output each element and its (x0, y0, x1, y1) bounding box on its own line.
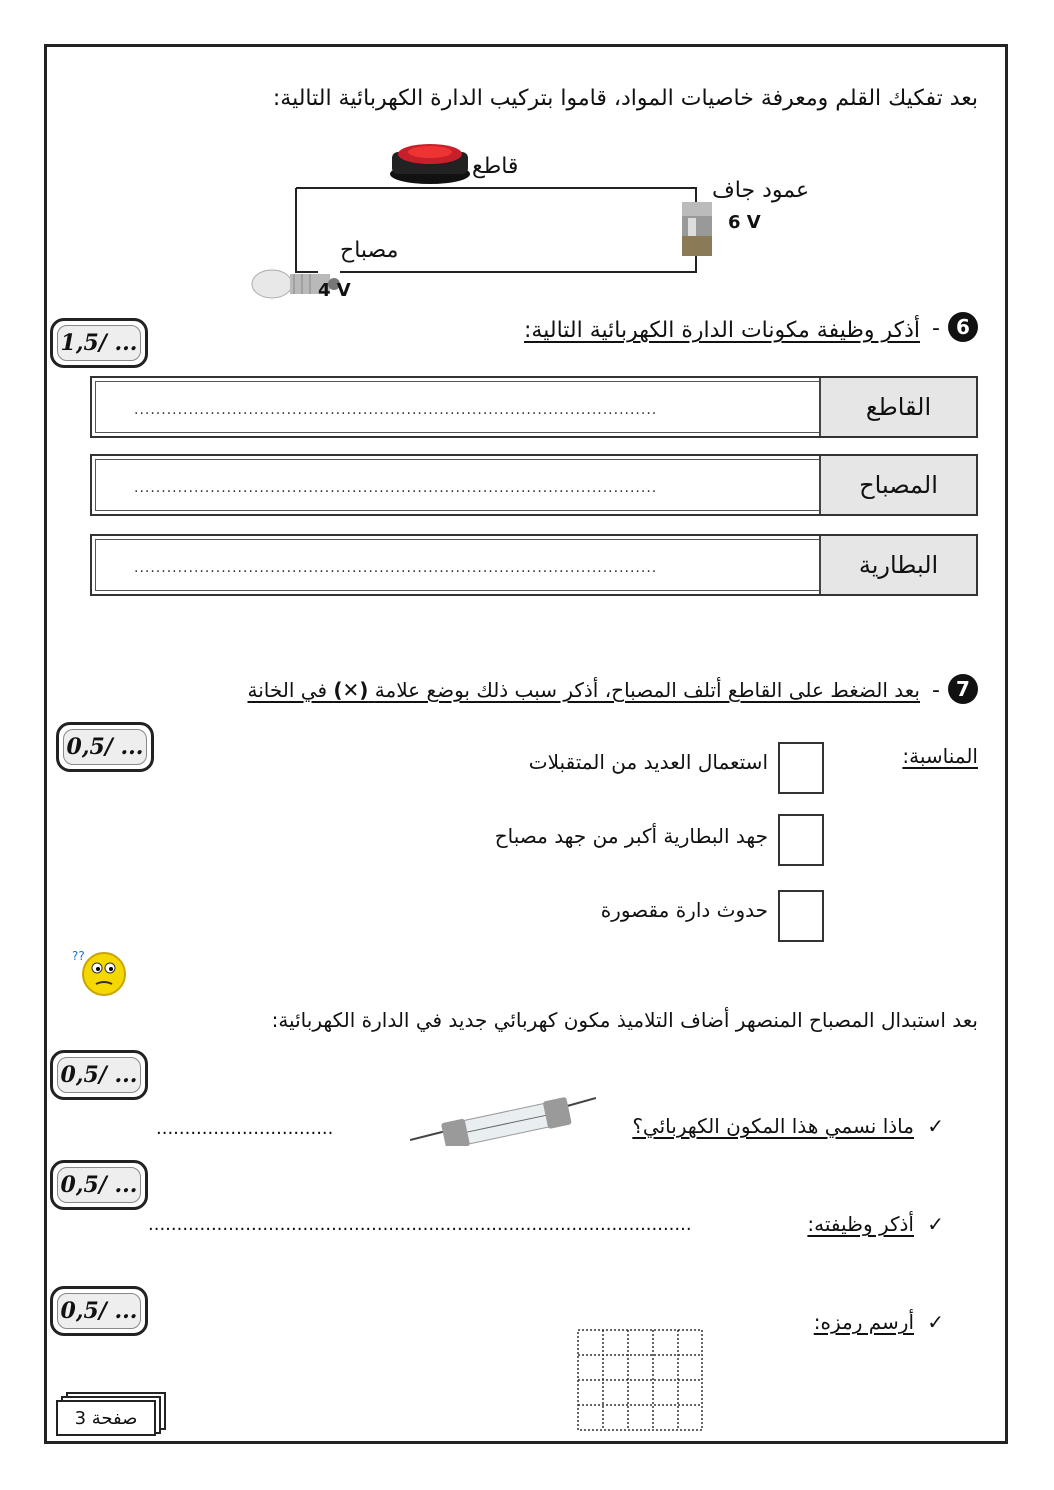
switch-icon (390, 144, 470, 184)
item3-question: أرسم رمزه: (813, 1310, 914, 1334)
option-label: حدوث دارة مقصورة (600, 898, 768, 922)
item1-answer-line[interactable]: ............................... (156, 1118, 334, 1139)
option-label: استعمال العديد من المتقبلات (528, 750, 768, 774)
answer-line[interactable]: ................................................................................................ (134, 402, 658, 418)
option-checkbox[interactable] (778, 742, 824, 794)
option-label: جهد البطارية أكبر من جهد مصباح (494, 824, 768, 848)
q7-score: 0,5/ ... (63, 729, 147, 765)
item2-score: 0,5/ ... (57, 1167, 141, 1203)
section3-score-box (50, 1050, 148, 1100)
q6-row-battery (90, 534, 978, 596)
cross-mark: (✕) (333, 678, 369, 702)
q6-row-label: البطارية (819, 536, 976, 594)
lamp-voltage: 4 V (318, 280, 351, 301)
q6-number-badge: 6 (948, 312, 978, 342)
q6-dash: - (932, 316, 940, 341)
q7-dash: - (932, 678, 940, 703)
item2-answer-line[interactable]: ............................................................................................... (148, 1214, 692, 1235)
drawing-grid[interactable] (576, 1328, 704, 1432)
battery-icon (682, 202, 712, 256)
item2-question: أذكر وظيفته: (807, 1212, 914, 1236)
q6-score-box (50, 318, 148, 368)
fuse-icon (410, 1094, 596, 1146)
check-icon: ✓ (927, 1114, 944, 1138)
battery-voltage: 6 V (728, 212, 761, 233)
q7-question-end: المناسبة: (902, 744, 978, 768)
q6-row-label: المصباح (819, 456, 976, 514)
page-number-box (56, 1392, 164, 1434)
option-checkbox[interactable] (778, 890, 824, 942)
section3-score: 0,5/ ... (57, 1057, 141, 1093)
q6-question: أذكر وظيفة مكونات الدارة الكهربائية التالية: (524, 318, 920, 343)
item2-score-box (50, 1160, 148, 1210)
q6-row-label: القاطع (819, 378, 976, 436)
option-checkbox[interactable] (778, 814, 824, 866)
item1-question: ماذا نسمي هذا المكون الكهربائي؟ (632, 1114, 914, 1138)
intro-text: بعد تفكيك القلم ومعرفة خاصيات المواد، قاموا بتركيب الدارة الكهربائية التالية: (272, 86, 978, 111)
q7-number-badge: 7 (948, 674, 978, 704)
q7-score-box (56, 722, 154, 772)
lamp-label: مصباح (340, 238, 399, 263)
q6-row-lamp (90, 454, 978, 516)
answer-line[interactable]: ................................................................................................ (134, 480, 658, 496)
page-number: صفحة 3 (56, 1400, 156, 1436)
item3-score: 0,5/ ... (57, 1293, 141, 1329)
section3-intro: بعد استبدال المصباح المنصهر أضاف التلاميذ مكون كهربائي جديد في الدارة الكهربائية: (271, 1008, 978, 1032)
battery-label: عمود جاف (712, 178, 810, 203)
item3-score-box (50, 1286, 148, 1336)
answer-line[interactable]: ................................................................................................ (134, 560, 658, 576)
check-icon: ✓ (927, 1310, 944, 1334)
q7-question: بعد الضغط على القاطع أتلف المصباح، أذكر سبب ذلك بوضع علامة (✕) في الخانة (247, 678, 920, 702)
svg-text:??: ?? (72, 949, 85, 963)
check-icon: ✓ (927, 1212, 944, 1236)
q6-row-switch (90, 376, 978, 438)
q6-score: 1,5/ ... (57, 325, 141, 361)
thinking-face-icon (70, 946, 130, 998)
switch-label: قاطع (472, 154, 519, 179)
